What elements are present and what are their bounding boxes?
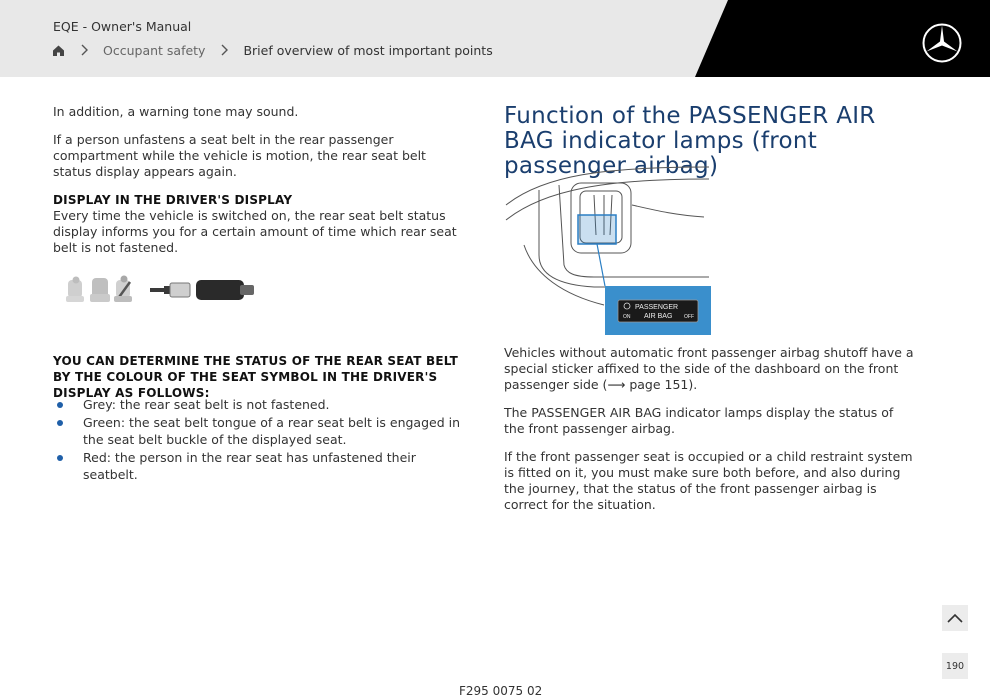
colour-status-heading: YOU CAN DETERMINE THE STATUS OF THE REAR SEAT BELT BY THE COLOUR OF THE SEAT SYMBOL IN THE DRIVER'S DISPLAY AS FOLLOWS: (53, 354, 458, 400)
lamp-label-top: PASSENGER (635, 304, 679, 311)
page-number: 190 (942, 653, 968, 679)
intro-paragraph: In addition, a warning tone may sound. (53, 104, 299, 119)
sticker-paragraph (504, 345, 914, 393)
header-bar (0, 0, 990, 77)
scroll-to-top-button[interactable] (942, 605, 968, 631)
section-title: Function of the PASSENGER AIR BAG indicator lamps (front passenger airbag) (504, 103, 876, 179)
display-paragraph: Every time the vehicle is switched on, the rear seat belt status display informs you for a certain amount of time which rear seat belt is not fastened. (53, 208, 457, 255)
mercedes-star-logo[interactable] (921, 22, 963, 64)
list-item: Red: the person in the rear seat has unfastened their seatbelt. (53, 449, 468, 483)
left-column (53, 104, 465, 268)
seat-occupied-icon (66, 277, 84, 303)
lamp-on-label: ON (623, 314, 631, 320)
app-title: EQE - Owner's Manual (53, 19, 192, 34)
breadcrumb-current: Brief overview of most important points (243, 42, 493, 58)
breadcrumb (52, 41, 493, 59)
airbag-indicator-figure (504, 165, 711, 336)
seat-empty-icon (90, 278, 110, 302)
buckle-icon (150, 280, 254, 300)
lamp-label-bottom: AIR BAG (644, 313, 673, 320)
child-restraint-paragraph: If the front passenger seat is occupied or a child restraint system is fitted on it, you must make sure both before, and also during the journey, that the status of the front passenger airbag is correct for the situation. (504, 449, 913, 512)
sticker-text: Vehicles without automatic front passenger airbag shutoff have a special sticker affixed to the side of the dashboard on the front passenger side (⟶ page 151). (504, 345, 914, 392)
seat-belt-person-icon (114, 276, 132, 303)
breadcrumb-link-occupant-safety[interactable]: Occupant safety (103, 42, 206, 58)
chevron-right-icon (79, 44, 89, 56)
brand-panel (0, 0, 990, 77)
home-icon[interactable] (52, 44, 65, 57)
chevron-up-icon (947, 613, 963, 623)
motion-paragraph: If a person unfastens a seat belt in the rear passenger compartment while the vehicle is motion, the rear seat belt status display appears again. (53, 132, 426, 179)
lamp-off-label: OFF (684, 314, 694, 320)
list-item: Grey: the rear seat belt is not fastened. (53, 396, 468, 413)
chevron-right-icon (219, 44, 229, 56)
figure-code: F295 0075 02 (459, 684, 543, 698)
colour-status-list (53, 396, 468, 484)
list-item: Green: the seat belt tongue of a rear seat belt is engaged in the seat belt buckle of the displayed seat. (53, 414, 468, 448)
indicator-paragraph: The PASSENGER AIR BAG indicator lamps display the status of the front passenger airbag. (504, 405, 894, 436)
airbag-text (504, 345, 914, 525)
seat-belt-status-illustration (64, 274, 264, 306)
display-subheading: DISPLAY IN THE DRIVER'S DISPLAY (53, 193, 293, 207)
